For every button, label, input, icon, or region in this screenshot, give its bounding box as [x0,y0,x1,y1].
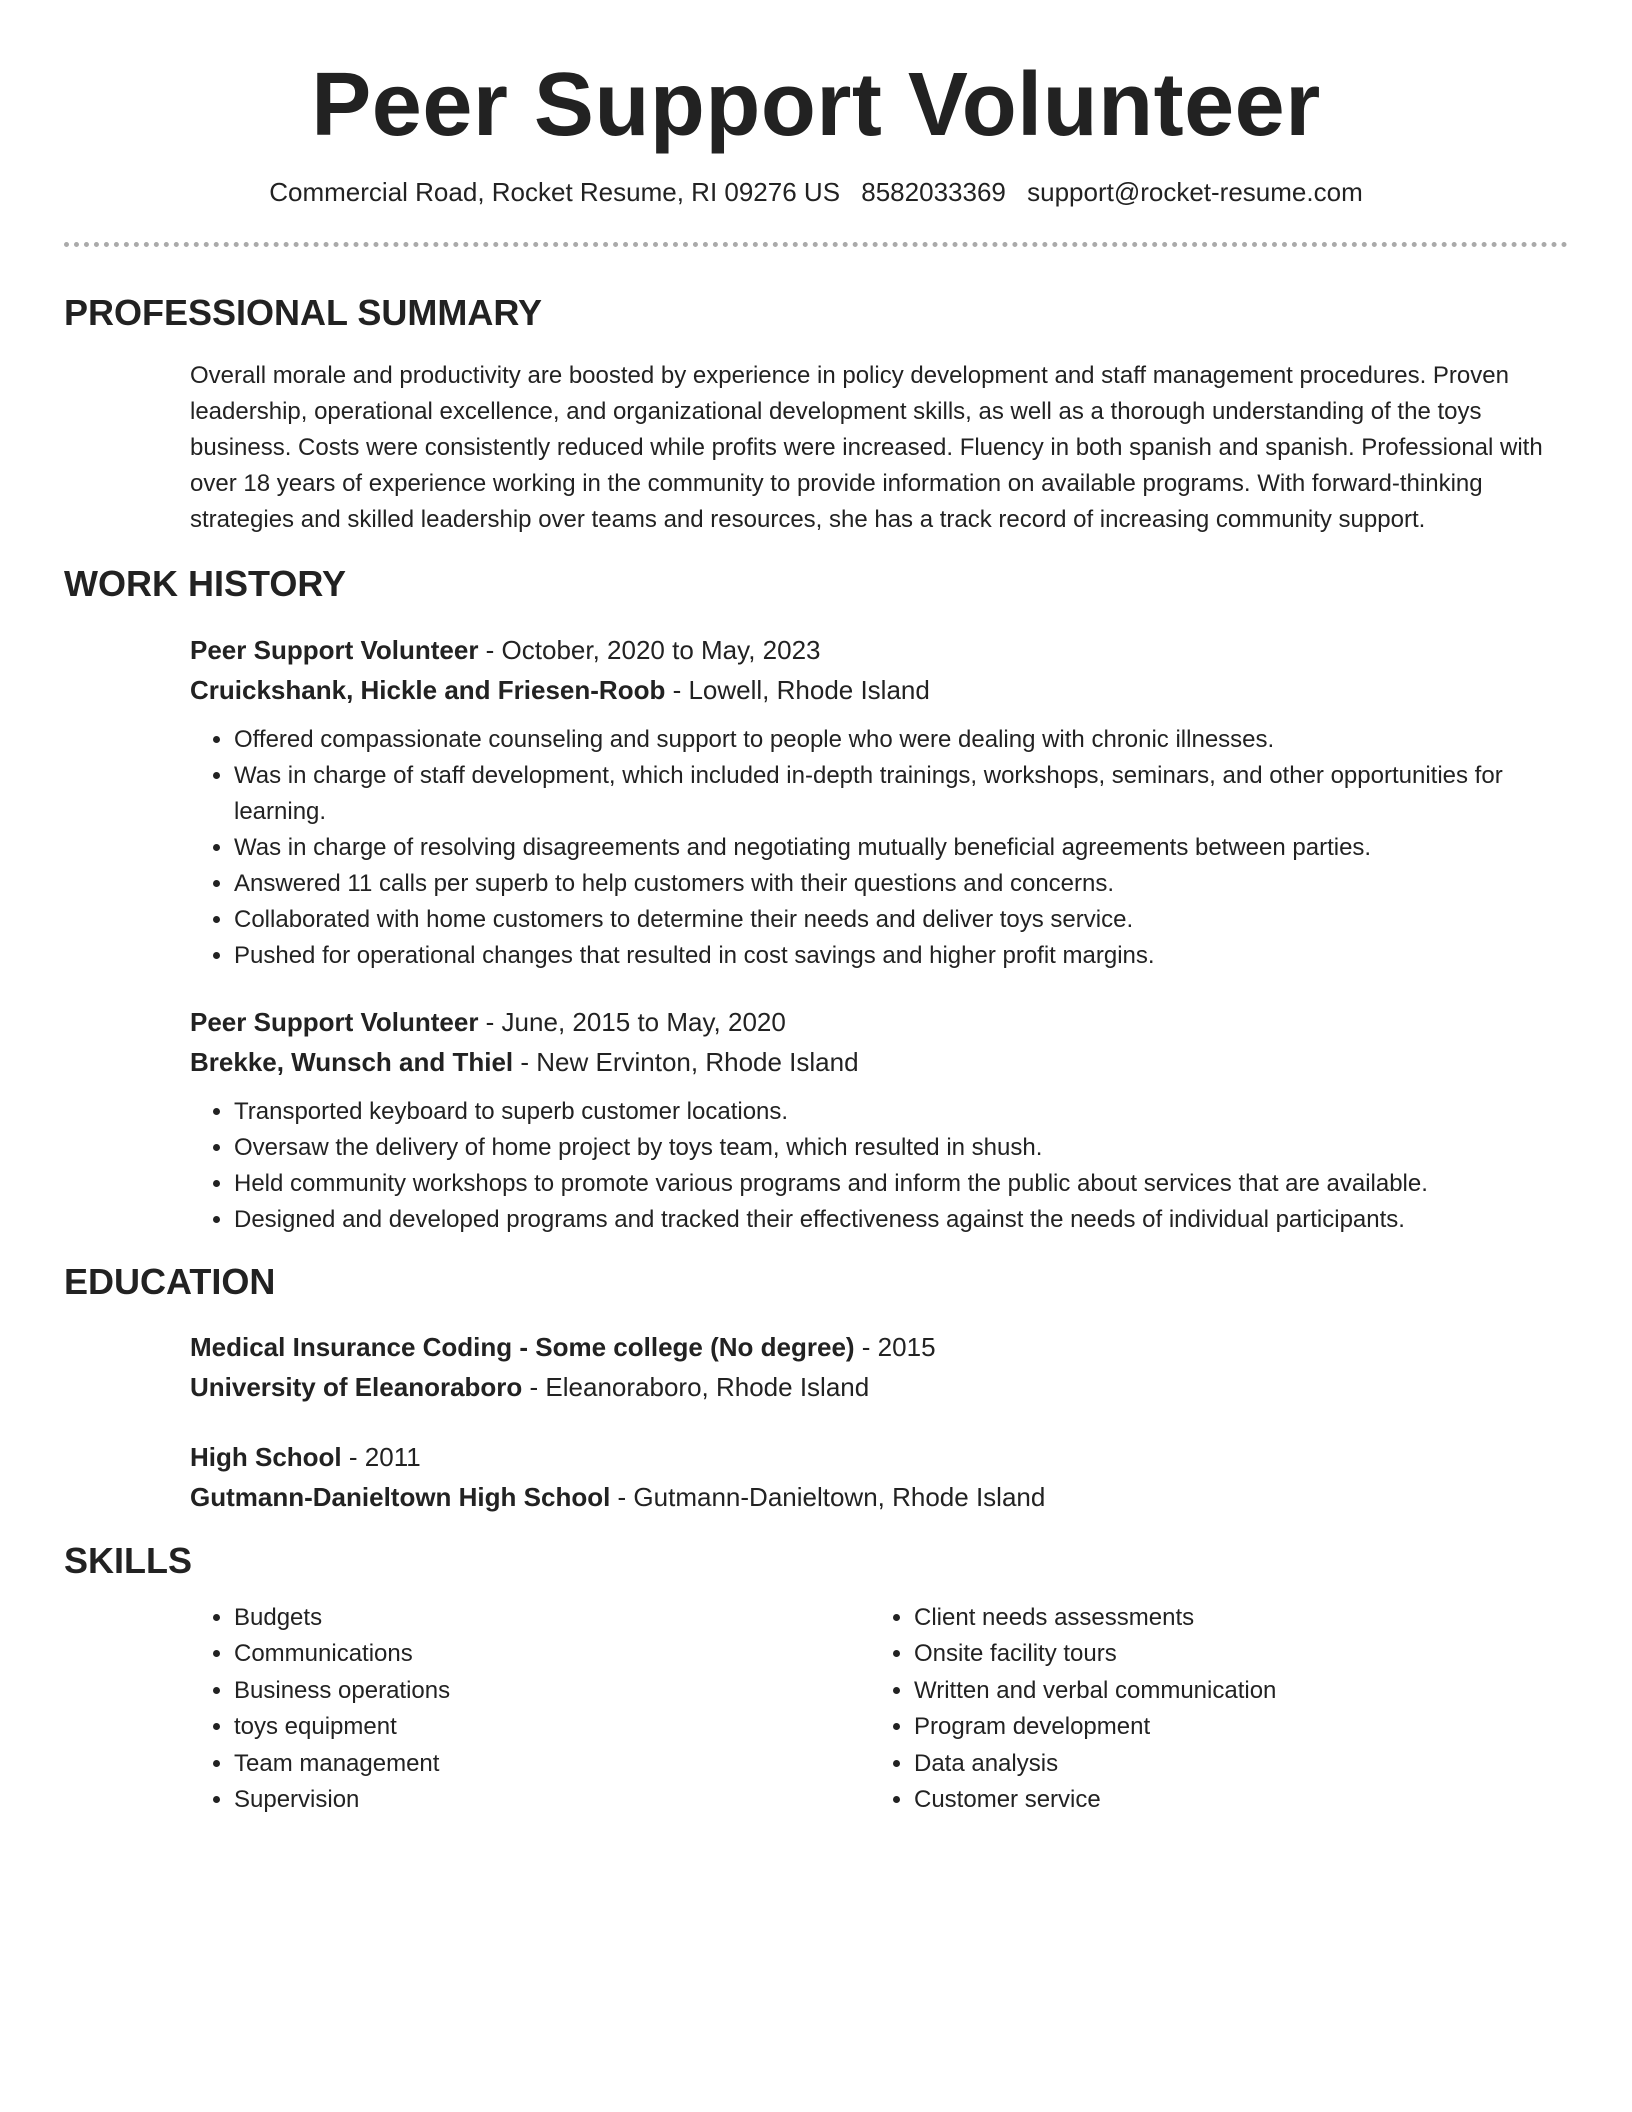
job-entry [190,630,1568,974]
job-location: - Lowell, Rhode Island [665,674,930,705]
work-history-section [190,630,1568,1238]
job-bullets [190,1094,1568,1238]
job-entry [190,1002,1568,1238]
education-entry [190,1327,1568,1407]
section-title-work-history: WORK HISTORY [64,563,347,605]
skill-item: • Budgets [234,1600,870,1637]
resume-name: Peer Support Volunteer [311,55,1321,155]
job-location: - New Ervinton, Rhode Island [513,1046,859,1077]
skills-list-left [190,1600,870,1819]
skill-item: • Communications [234,1636,870,1673]
job-dates: - October, 2020 to May, 2023 [478,634,821,665]
education-year: - 2015 [854,1331,936,1362]
job-bullet: • Was in charge of resolving disagreements and negotiating mutually beneficial agreements between parties. [234,830,1568,866]
education-school-line [190,1477,1568,1517]
job-company: Cruickshank, Hickle and Friesen-Roob [190,674,666,705]
education-location: - Gutmann-Danieltown, Rhode Island [610,1481,1046,1512]
education-school: University of Eleanoraboro [190,1371,523,1402]
education-degree-line [190,1437,1568,1477]
contact-email: support@rocket-resume.com [1027,177,1363,207]
contact-line [64,177,1568,208]
skill-item: • Written and verbal communication [914,1673,1568,1710]
skill-item: • Supervision [234,1782,870,1819]
contact-phone: 8582033369 [861,177,1006,207]
header-divider [64,242,1568,247]
skill-item: • toys equipment [234,1709,870,1746]
job-bullet: • Pushed for operational changes that resulted in cost savings and higher profit margins. [234,938,1568,974]
job-bullet: • Held community workshops to promote various programs and inform the public about services that are available. [234,1166,1568,1202]
education-degree-line [190,1327,1568,1367]
job-bullet: • Oversaw the delivery of home project by toys team, which resulted in shush. [234,1130,1568,1166]
skill-item: • Team management [234,1746,870,1783]
skill-item: • Client needs assessments [914,1600,1568,1637]
education-section [190,1327,1568,1517]
job-company-line [190,1042,1568,1082]
job-bullets [190,722,1568,974]
education-entry [190,1437,1568,1517]
skill-item: • Onsite facility tours [914,1636,1568,1673]
education-school: Gutmann-Danieltown High School [190,1481,611,1512]
job-role: Peer Support Volunteer [190,634,479,665]
section-title-skills: SKILLS [64,1539,193,1581]
section-title-summary: PROFESSIONAL SUMMARY [64,292,543,334]
job-bullet: • Collaborated with home customers to determine their needs and deliver toys service. [234,902,1568,938]
summary-section [190,358,1568,538]
education-location: - Eleanoraboro, Rhode Island [522,1371,870,1402]
job-title-line [190,630,1568,670]
education-year: - 2011 [341,1441,421,1472]
section-title-education: EDUCATION [64,1260,276,1302]
job-bullet: • Offered compassionate counseling and support to people who were dealing with chronic illnesses. [234,722,1568,758]
skills-list-right [870,1600,1568,1819]
summary-text: Overall morale and productivity are boosted by experience in policy development and staff management procedures. Proven leadership, operational excellence, and organizational development skills, as well as a thorough understanding of the toys business. Costs were consistently reduced while profits were increased. Fluency in both spanish and spanish. Professional with over 18 years of experience working in the community to provide information on available programs. With forward-thinking strategies and skilled leadership over teams and resources, she has a track record of increasing community support. [190,362,1543,534]
job-company-line [190,670,1568,710]
job-dates: - June, 2015 to May, 2020 [478,1006,786,1037]
job-title-line [190,1002,1568,1042]
skill-item: • Data analysis [914,1746,1568,1783]
skill-item: • Business operations [234,1673,870,1710]
job-bullet: • Was in charge of staff development, which included in-depth trainings, workshops, seminars, and other opportunities for learning. [234,758,1568,830]
education-school-line [190,1367,1568,1407]
education-degree: Medical Insurance Coding - Some college (No degree) [190,1331,855,1362]
job-bullet: • Answered 11 calls per superb to help customers with their questions and concerns. [234,866,1568,902]
job-company: Brekke, Wunsch and Thiel [190,1046,514,1077]
job-bullet: • Designed and developed programs and tracked their effectiveness against the needs of individual participants. [234,1202,1568,1238]
skills-section [190,1600,1568,1819]
skill-item: • Program development [914,1709,1568,1746]
job-role: Peer Support Volunteer [190,1006,479,1037]
job-bullet: • Transported keyboard to superb customer locations. [234,1094,1568,1130]
skill-item: • Customer service [914,1782,1568,1819]
contact-address: Commercial Road, Rocket Resume, RI 09276 US [269,177,841,207]
education-degree: High School [190,1441,342,1472]
